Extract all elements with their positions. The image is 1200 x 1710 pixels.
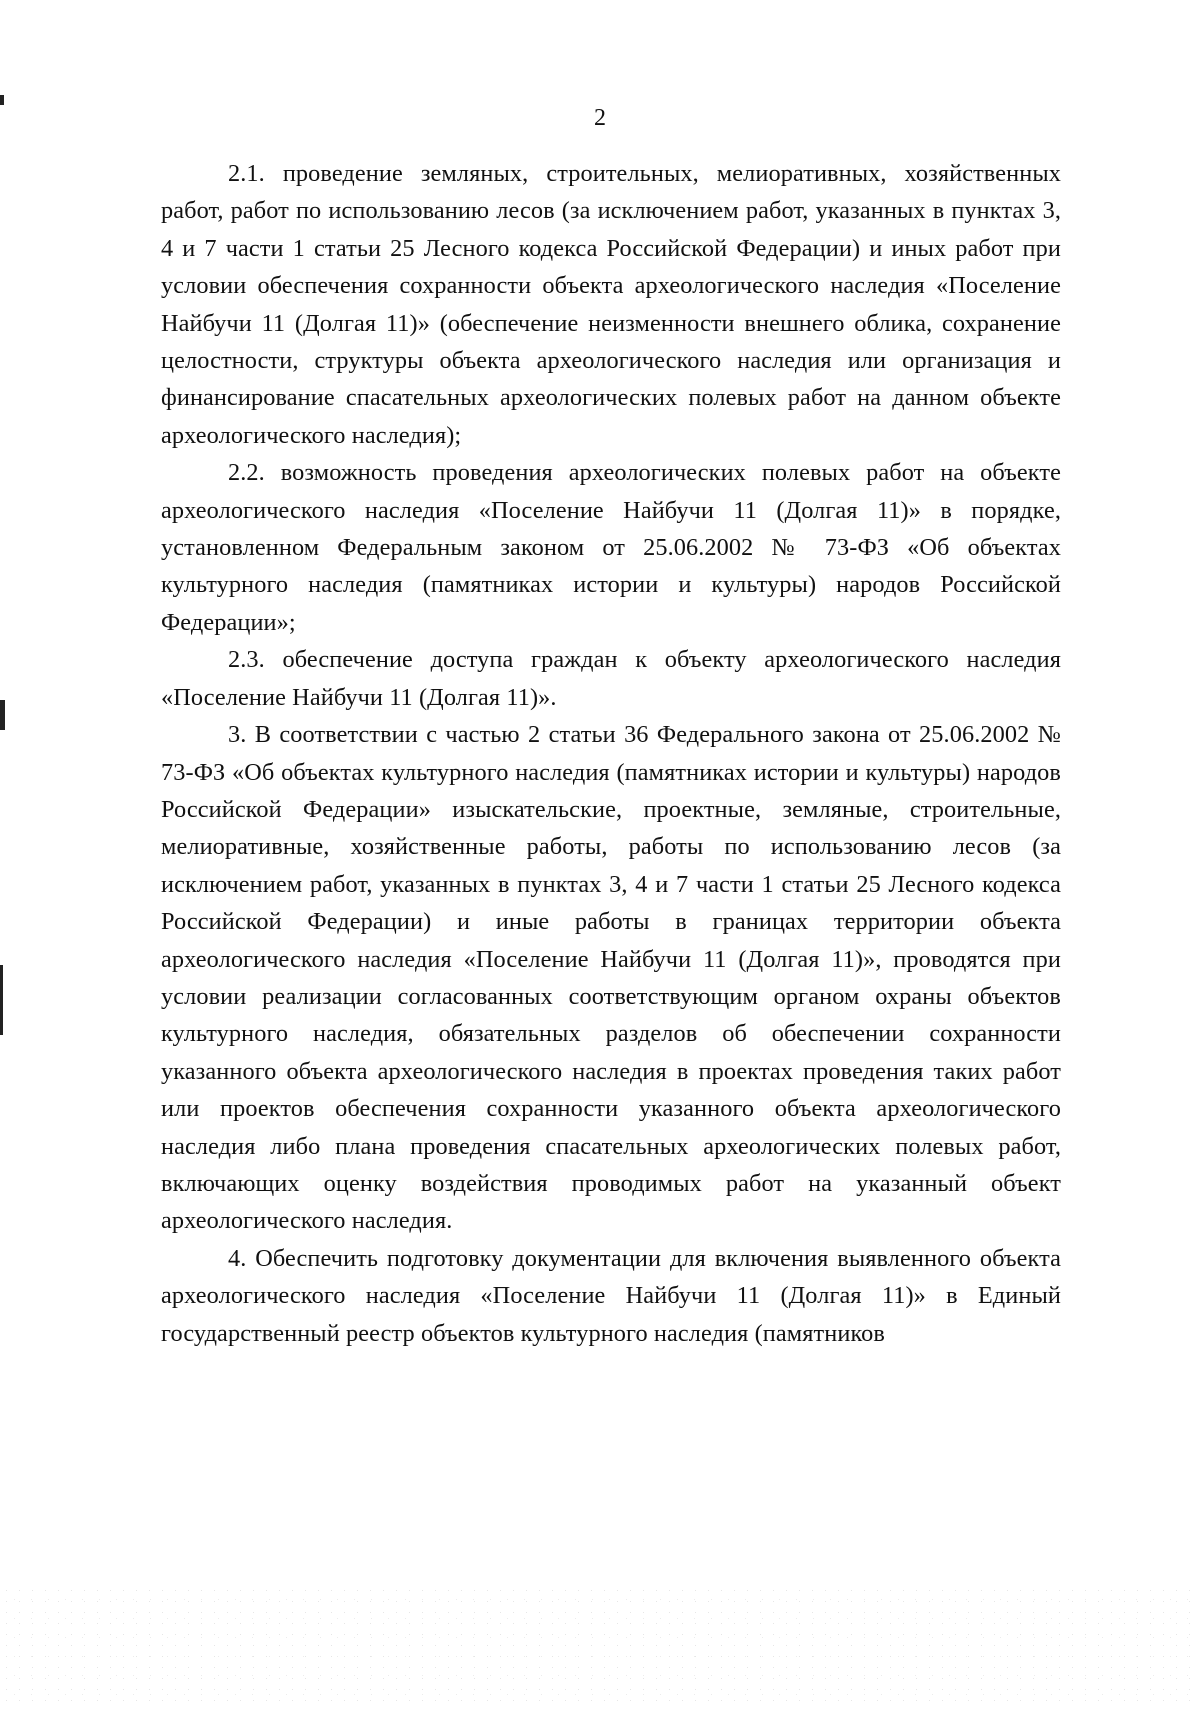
paragraph-2-3: 2.3. обеспечение доступа граждан к объекту археологического наследия «Поселение Найбучи 11 (Долгая 11)». [161,646,1061,711]
paragraph-3: 3. В соответствии с частью 2 статьи 36 Федерального закона от 25.06.2002 № 73-ФЗ «Об объектах культурного наследия (памятниках истории и культуры) народов Российской Федерации» изыскательские, проектные, земляные, строительные, мелиоративные, хозяйственные работы, работы по использованию лесов (за исключением работ, указанных в пунктах 3, 4 и 7 части 1 статьи 25 Лесного кодекса Российской Федерации) и иные работы в границах территории объекта археологического наследия «Поселение Найбучи 11 (Долгая 11)», проводятся при условии реализации согласованных соответствующим органом охраны объектов культурного наследия, обязательных разделов об обеспечении сохранности указанного объекта археологического наследия в проектах проведения таких работ или проектов обеспечения сохранности указанного объекта археологического наследия либо плана проведения спасательных археологических полевых работ, включающих оценку воздействия проводимых работ на указанный объект археологического наследия. [161,721,1061,1235]
paragraph-2-1: 2.1. проведение земляных, строительных, мелиоративных, хозяйственных работ, работ по использованию лесов (за исключением работ, указанных в пунктах 3, 4 и 7 части 1 статьи 25 Лесного кодекса Российской Федерации) и иных работ при условии обеспечения сохранности объекта археологического наследия «Поселение Найбучи 11 (Долгая 11)» (обеспечение неизменности внешнего облика, сохранение целостности, структуры объекта археологического наследия или организация и финансирование спасательных археологических полевых работ на данном объекте археологического наследия); [161,160,1061,449]
document-body [161,155,1061,1352]
paragraph-2-2: 2.2. возможность проведения археологических полевых работ на объекте археологического наследия «Поселение Найбучи 11 (Долгая 11)» в порядке, установленном Федеральным законом от 25.06.2002 № 73-ФЗ «Об объектах культурного наследия (памятниках истории и культуры) народов Российской Федерации»; [161,459,1061,636]
page-number: 2 [594,105,606,131]
scan-edge-mark [0,700,5,730]
scan-noise [0,1585,1200,1710]
scan-edge-mark [0,965,3,1035]
paragraph-4: 4. Обеспечить подготовку документации для включения выявленного объекта археологического наследия «Поселение Найбучи 11 (Долгая 11)» в Единый государственный реестр объектов культурного наследия (памятников [161,1244,1061,1347]
